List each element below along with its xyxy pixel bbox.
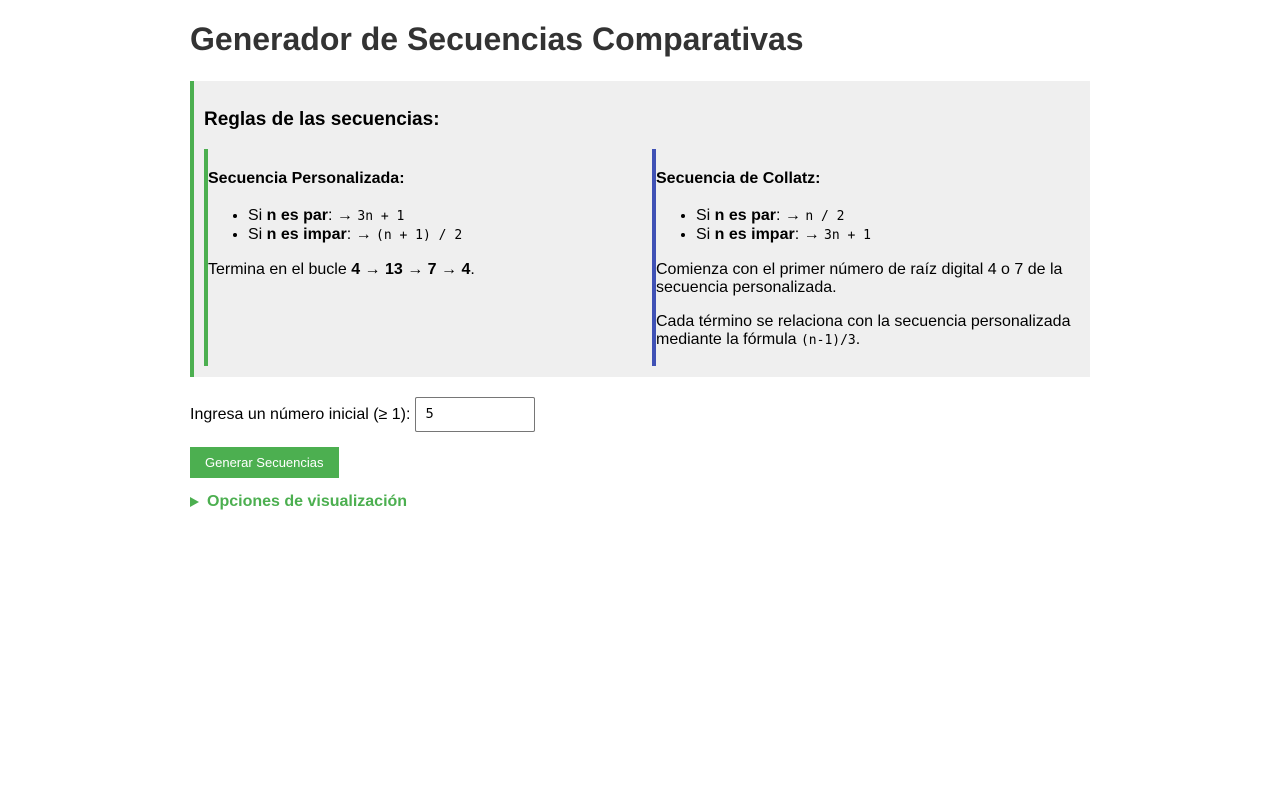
custom-loop-text [208,261,632,279]
loop-arrow: → [402,261,428,278]
display-options-label: Opciones de visualización [207,493,408,510]
formula-period: . [855,331,861,348]
loop-text: Termina en el bucle [208,261,352,278]
loop-arrow: → [436,261,462,278]
display-options-toggle[interactable] [190,493,1090,511]
custom-rule-odd [248,226,632,245]
rules-panel [190,81,1090,377]
rule-formula: (n + 1) / 2 [376,228,463,243]
loop-value: 4 [351,261,361,278]
start-number-label: Ingresa un número inicial (≥ 1): [190,405,411,423]
start-number-row [190,397,1090,432]
loop-period: . [470,261,475,278]
collatz-formula-note [656,313,1080,350]
generate-sequences-button[interactable]: Generar Secuencias [190,447,339,478]
rule-formula: 3n + 1 [357,209,405,224]
rule-condition: n es impar [714,226,795,243]
collatz-rule-even [696,207,1080,226]
page-title: Generador de Secuencias Comparativas [190,21,804,57]
loop-arrow: → [360,261,385,278]
rule-arrow: : → [328,207,358,224]
rule-arrow: : → [794,226,825,243]
rule-arrow: : → [776,207,806,224]
rules-heading: Reglas de las secuencias: [204,109,440,130]
rule-arrow: : → [346,226,377,243]
rule-prefix: Si [248,207,267,224]
loop-value: 7 [427,261,437,278]
collatz-description: Comienza con el primer número de raíz digital 4 o 7 de la secuencia personalizada. [656,261,1063,296]
disclosure-triangle-icon [190,497,199,507]
formula-code: (n-1)/3 [800,333,856,348]
rule-formula: 3n + 1 [824,228,872,243]
rule-prefix: Si [696,207,715,224]
collatz-sequence-rules [652,149,1080,366]
start-number-input[interactable]: 5 [415,397,535,432]
collatz-rule-odd [696,226,1080,245]
collatz-sequence-heading: Secuencia de Collatz: [656,170,821,187]
main-container [190,0,1090,511]
rule-condition: n es impar [266,226,347,243]
custom-rule-even [248,207,632,226]
rule-formula: n / 2 [805,209,845,224]
loop-value: 13 [384,261,403,278]
rule-prefix: Si [248,226,267,243]
collatz-rules-list [656,207,1080,245]
rule-condition: n es par [266,207,329,224]
rule-prefix: Si [696,226,715,243]
rules-columns [204,149,1080,366]
loop-value: 4 [461,261,471,278]
custom-sequence-rules [204,149,632,366]
custom-sequence-heading: Secuencia Personalizada: [208,170,405,187]
rule-condition: n es par [714,207,777,224]
formula-note-text: Cada término se relaciona con la secuencia personalizada mediante la fórmula [656,313,1071,348]
custom-rules-list [208,207,632,245]
